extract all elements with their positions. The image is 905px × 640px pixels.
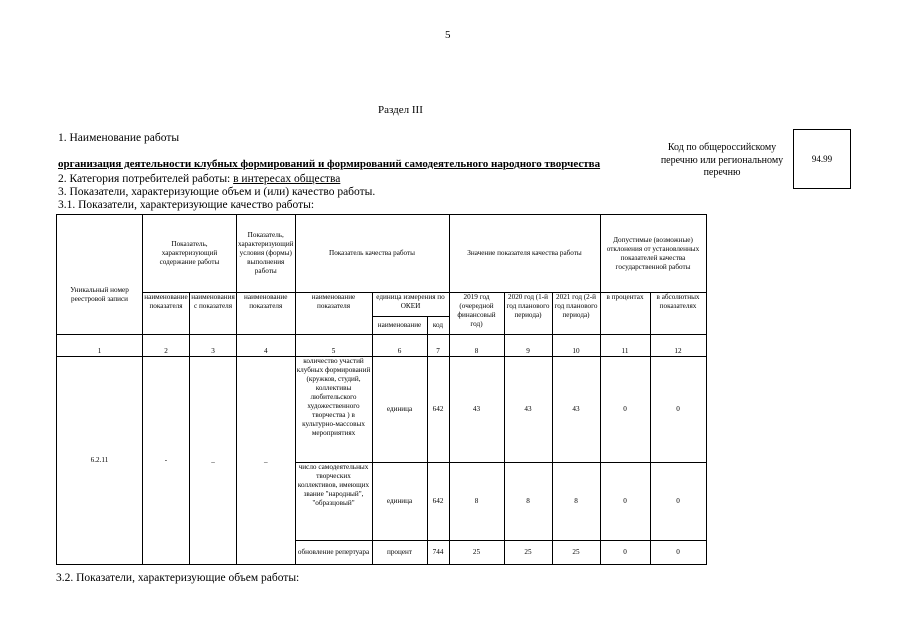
col-num-7: 7	[427, 335, 449, 357]
col-num-5: 5	[295, 335, 372, 357]
value-2021: 8	[552, 463, 600, 541]
page-number: 5	[445, 29, 451, 41]
header-content: Показатель, характеризующий содержание работы	[143, 215, 237, 293]
item-2	[58, 173, 340, 185]
deviation-percent: 0	[600, 463, 650, 541]
cell-col-2: -	[143, 357, 190, 565]
header-okei-code: код	[427, 317, 449, 335]
value-2020: 43	[504, 357, 552, 463]
col-num-12: 12	[650, 335, 706, 357]
header-okei-name: наименование	[372, 317, 427, 335]
unit-name: единица	[372, 357, 427, 463]
deviation-absolute: 0	[650, 463, 706, 541]
header-indicator-name-1: наименование показателя	[143, 293, 190, 335]
item-1-label: 1. Наименование работы	[58, 132, 180, 144]
header-conditions: Показатель, характеризующий условия (формы) выполнения работы	[237, 215, 296, 293]
indicator-name: обновление репертуара	[295, 541, 372, 565]
header-2021: 2021 год (2-й год планового периода)	[552, 293, 600, 335]
deviation-absolute: 0	[650, 541, 706, 565]
header-values: Значение показателя качества работы	[449, 215, 600, 293]
col-num-4: 4	[237, 335, 296, 357]
registry-number: 6.2.11	[57, 357, 143, 565]
value-2019: 8	[449, 463, 504, 541]
value-2020: 8	[504, 463, 552, 541]
col-num-11: 11	[600, 335, 650, 357]
code-value: 94.99	[811, 154, 833, 164]
header-quality: Показатель качества работы	[295, 215, 449, 293]
header-okei: единица измерения по ОКЕИ	[372, 293, 449, 317]
header-2020: 2020 год (1-й год планового периода)	[504, 293, 552, 335]
unit-name: единица	[372, 463, 427, 541]
indicator-name: количество участий клубных формирований (кружков, студий, коллективы любительского художественного творчества ) в культурно-массовых мероприятиях	[295, 357, 372, 463]
col-num-6: 6	[372, 335, 427, 357]
header-absolute: в абсолютных показателях	[650, 293, 706, 335]
header-percent: в процентах	[600, 293, 650, 335]
header-indicator-name-3: наименование показателя	[237, 293, 296, 335]
deviation-percent: 0	[600, 357, 650, 463]
code-box	[793, 129, 851, 189]
header-indicator-name-2: наименования с показателя	[190, 293, 237, 335]
header-registry: Уникальный номер реестровой записи	[57, 215, 143, 335]
cell-col-4: _	[237, 357, 296, 565]
value-2019: 43	[449, 357, 504, 463]
indicator-name: число самодеятельных творческих коллективов, имеющих звание "народный", "образцовый"	[295, 463, 372, 541]
unit-name: процент	[372, 541, 427, 565]
work-name: организация деятельности клубных формирований и формирований самодеятельного народного творчества	[58, 158, 601, 170]
value-2020: 25	[504, 541, 552, 565]
col-num-8: 8	[449, 335, 504, 357]
unit-code: 744	[427, 541, 449, 565]
header-deviation: Допустимые (возможные) отклонения от установленных показателей качества государственной работы	[600, 215, 706, 293]
col-num-1: 1	[57, 335, 143, 357]
table-row	[57, 357, 707, 463]
col-num-10: 10	[552, 335, 600, 357]
header-2019: 2019 год (очередной финансовый год)	[449, 293, 504, 335]
value-2019: 25	[449, 541, 504, 565]
col-num-9: 9	[504, 335, 552, 357]
item-2-prefix: 2. Категория потребителей работы:	[58, 173, 234, 185]
col-num-3: 3	[190, 335, 237, 357]
item-3: 3. Показатели, характеризующие объем и (или) качество работы.	[58, 186, 376, 198]
quality-table	[56, 214, 707, 565]
code-label: Код по общероссийскому перечню или региональному перечню	[660, 142, 784, 178]
deviation-percent: 0	[600, 541, 650, 565]
item-3-1: 3.1. Показатели, характеризующие качество работы:	[58, 199, 315, 211]
item-2-value: в интересах общества	[233, 173, 341, 185]
item-3-2: 3.2. Показатели, характеризующие объем работы:	[56, 572, 300, 584]
col-num-2: 2	[143, 335, 190, 357]
unit-code: 642	[427, 357, 449, 463]
value-2021: 25	[552, 541, 600, 565]
deviation-absolute: 0	[650, 357, 706, 463]
value-2021: 43	[552, 357, 600, 463]
section-title: Раздел III	[378, 104, 423, 116]
unit-code: 642	[427, 463, 449, 541]
header-indicator-name-5: наименование показателя	[295, 293, 372, 335]
cell-col-3: _	[190, 357, 237, 565]
